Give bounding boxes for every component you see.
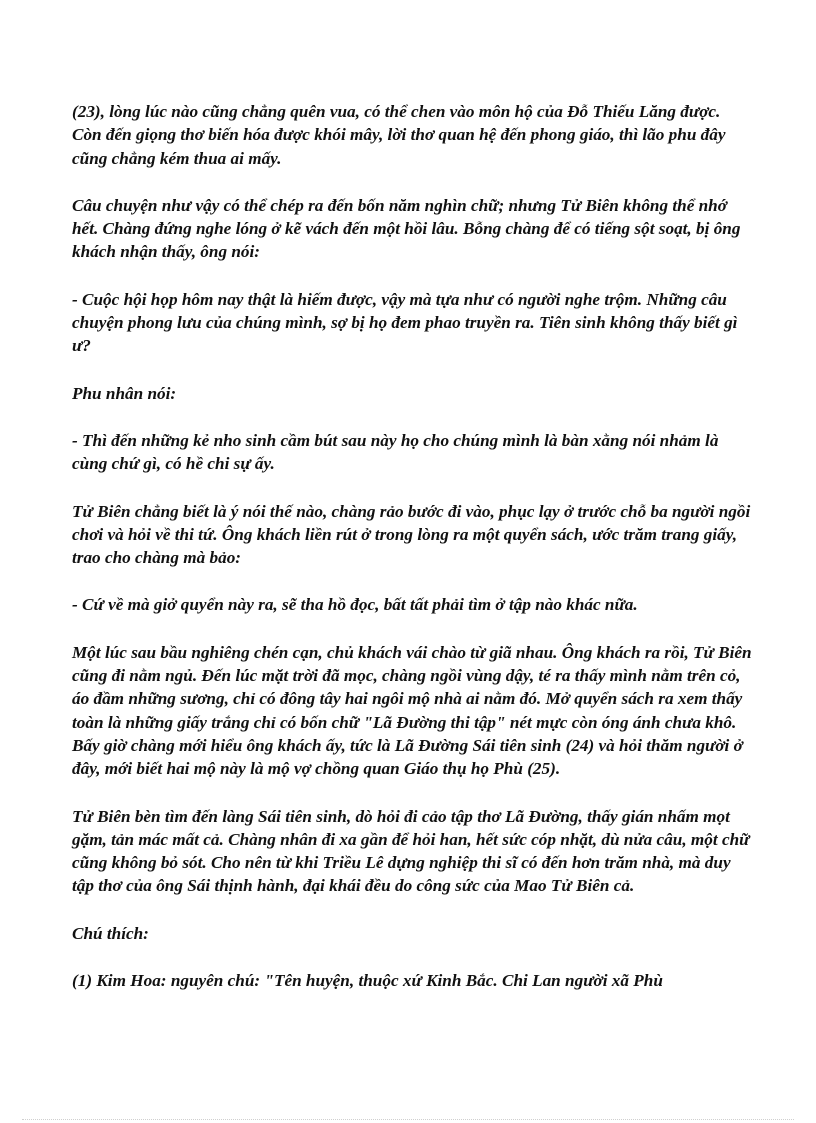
footnote-heading: Chú thích: bbox=[72, 923, 149, 943]
paragraph-6: Tử Biên chẳng biết là ý nói thế nào, chàng rảo bước đi vào, phục lạy ở trước chỗ ba người ngồi chơi và hỏi về thi tứ. Ông khách liền rút ở trong lòng ra một quyển sách, ước trăm trang giấy, trao cho chàng mà bảo: bbox=[72, 501, 751, 568]
document-page bbox=[72, 100, 752, 1016]
footnote-1: (1) Kim Hoa: nguyên chú: "Tên huyện, thuộc xứ Kinh Bắc. Chi Lan người xã Phù bbox=[72, 971, 663, 991]
paragraph-2: Câu chuyện như vậy có thể chép ra đến bốn năm nghìn chữ; nhưng Tử Biên không thể nhớ hết. Chàng đứng nghe lóng ở kẽ vách đến một hồi lâu. Bỗng chàng để có tiếng sột soạt, bị ông khách nhận thấy, ông nói: bbox=[72, 195, 741, 262]
paragraph-4: Phu nhân nói: bbox=[72, 383, 177, 403]
paragraph-5: - Thì đến những kẻ nho sinh cầm bút sau này họ cho chúng mình là bàn xằng nói nhảm là cùng chứ gì, có hề chi sự ấy. bbox=[72, 430, 719, 474]
page-bottom-divider bbox=[22, 1119, 794, 1120]
paragraph-1: (23), lòng lúc nào cũng chẳng quên vua, có thể chen vào môn hộ của Đỗ Thiếu Lăng được. Còn đến giọng thơ biến hóa được khói mây, lời thơ quan hệ đến phong giáo, thì lão phu đây cũng chẳng kém thua ai mấy. bbox=[72, 102, 726, 168]
paragraph-9: Tử Biên bèn tìm đến làng Sái tiên sinh, dò hỏi đi cảo tập thơ Lã Đường, thấy gián nhấm mọt gặm, tản mác mất cả. Chàng nhân đi xa gần để hỏi han, hết sức cóp nhặt, dù nửa câu, một chữ cũng không bỏ sót. Cho nên từ khi Triều Lê dựng nghiệp thi sĩ có đến hơn trăm nhà, mà duy tập thơ của ông Sái thịnh hành, đại khái đều do công sức của Mao Tử Biên cả. bbox=[72, 806, 750, 896]
paragraph-3: - Cuộc hội họp hôm nay thật là hiếm được, vậy mà tựa như có người nghe trộm. Những câu chuyện phong lưu của chúng mình, sợ bị họ đem phao truyền ra. Tiên sinh không thấy biết gì ư? bbox=[72, 289, 738, 356]
paragraph-8: Một lúc sau bầu nghiêng chén cạn, chủ khách vái chào từ giã nhau. Ông khách ra rồi, Tử Biên cũng đi nằm ngủ. Đến lúc mặt trời đã mọc, chàng ngồi vùng dậy, té ra thấy mình nằm trên cỏ, áo đầm những sương, chỉ có đông tây hai ngôi mộ nhà ai nằm đó. Mở quyển sách ra xem thấy toàn là những giấy trắng chỉ có bốn chữ "Lã Đường thi tập" nét mực còn óng ánh chưa khô. Bấy giờ chàng mới hiểu ông khách ấy, tức là Lã Đường Sái tiên sinh (24) và hỏi thăm người ở đây, mới biết hai mộ này là mộ vợ chồng quan Giáo thụ họ Phù (25). bbox=[72, 642, 752, 779]
paragraph-7: - Cứ về mà giở quyển này ra, sẽ tha hồ đọc, bất tất phải tìm ở tập nào khác nữa. bbox=[72, 595, 638, 615]
